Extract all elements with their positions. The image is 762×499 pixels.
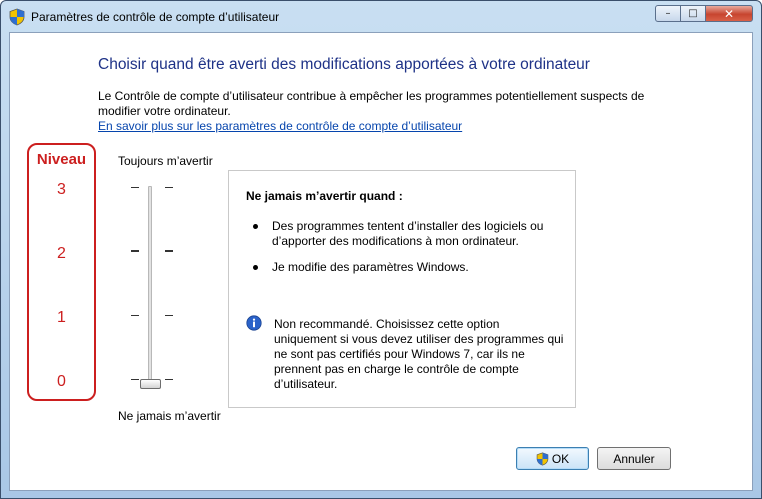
dialog-content	[9, 32, 753, 491]
description-text: Le Contrôle de compte d’utilisateur contribue à empêcher les programmes potentiellement suspects de modifier votre ordinateur.	[98, 89, 645, 118]
window-title: Paramètres de contrôle de compte d’utilisateur	[31, 10, 280, 24]
level-label-2: 2	[57, 245, 66, 262]
level-description-panel	[228, 170, 576, 408]
slider-thumb[interactable]	[140, 379, 161, 389]
slider-tick	[131, 187, 139, 188]
uac-shield-icon	[9, 8, 25, 26]
level-annotation-title: Niveau	[36, 151, 87, 168]
level-annotation-box	[27, 143, 96, 401]
cancel-button[interactable]	[597, 447, 671, 470]
page-title: Choisir quand être averti des modifications apportées à votre ordinateur	[98, 56, 590, 73]
uac-shield-icon	[536, 452, 549, 466]
slider-tick	[165, 315, 173, 316]
level-label-1: 1	[57, 309, 66, 326]
ok-button-label: OK	[551, 451, 570, 466]
cancel-button-label: Annuler	[613, 451, 655, 466]
bullet-dot	[253, 265, 258, 270]
slider-tick	[165, 187, 173, 188]
uac-level-slider[interactable]	[118, 178, 178, 393]
slider-tick	[131, 379, 139, 380]
level-label-0: 0	[57, 373, 66, 390]
panel-title: Ne jamais m’avertir quand :	[246, 189, 403, 203]
slider-tick	[165, 250, 173, 252]
slider-tick	[131, 250, 139, 252]
bullet-text: Je modifie des paramètres Windows.	[272, 260, 469, 274]
slider-bottom-label: Ne jamais m’avertir	[118, 409, 221, 423]
ok-button[interactable]	[516, 447, 589, 470]
minimize-button[interactable]: –	[655, 5, 681, 22]
bullet-dot	[253, 224, 258, 229]
maximize-button[interactable]: □	[680, 5, 706, 22]
info-icon	[246, 315, 262, 331]
close-button[interactable]: ✕	[705, 5, 753, 22]
slider-tick	[131, 315, 139, 316]
bullet-text: Des programmes tentent d’installer des logiciels ou d’apporter des modifications à mon ordinateur.	[272, 219, 544, 248]
learn-more-link[interactable]: En savoir plus sur les paramètres de contrôle de compte d’utilisateur	[98, 119, 463, 133]
slider-top-label: Toujours m’avertir	[118, 154, 213, 168]
warning-text: Non recommandé. Choisissez cette option uniquement si vous devez utiliser des programmes qui ne sont pas certifiés pour Windows 7, car ils ne prennent pas en charge le contrôle de compte d’utilisateur.	[274, 317, 564, 391]
slider-track[interactable]	[148, 186, 152, 384]
level-label-3: 3	[57, 181, 66, 198]
slider-tick	[165, 379, 173, 380]
title-bar[interactable]	[1, 1, 761, 33]
